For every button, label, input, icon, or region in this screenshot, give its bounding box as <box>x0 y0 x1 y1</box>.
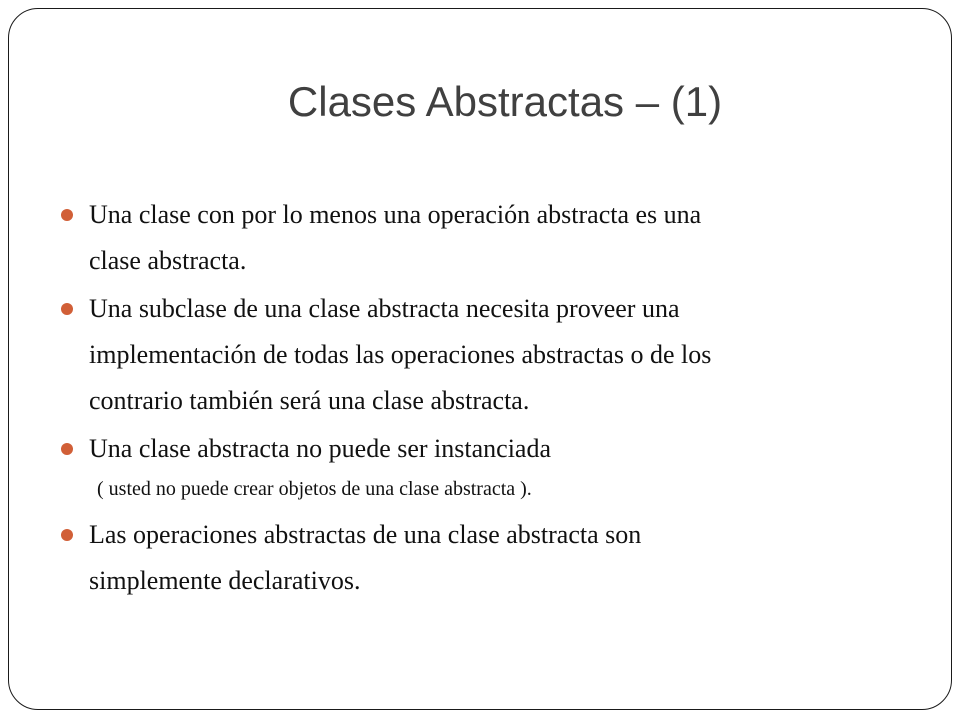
bullet-text-line: Una clase con por lo menos una operación abstracta es una <box>89 200 702 229</box>
bullet-text-line: Una clase abstracta no puede ser instanciada <box>89 434 552 463</box>
bullet-item <box>60 512 900 604</box>
bullet-text-line: implementación de todas las operaciones abstractas o de los <box>89 340 712 369</box>
bullet-item <box>60 192 900 284</box>
bullet-text-line: Una subclase de una clase abstracta necesita proveer una <box>89 294 680 323</box>
bullet-text-line: Las operaciones abstractas de una clase abstracta son <box>89 520 642 549</box>
bullet-subline: ( usted no puede crear objetos de una clase abstracta ). <box>97 478 532 500</box>
bullet-text-line: simplemente declarativos. <box>89 566 361 595</box>
bullet-list <box>60 192 900 604</box>
bullet-item <box>60 426 900 504</box>
bullet-item <box>60 286 900 424</box>
bullet-text-line: clase abstracta. <box>89 246 247 275</box>
bullet-dot-icon <box>61 303 73 315</box>
bullet-text-line: contrario también será una clase abstracta. <box>89 386 530 415</box>
bullet-dot-icon <box>61 443 73 455</box>
bullet-dot-icon <box>61 209 73 221</box>
bullet-dot-icon <box>61 529 73 541</box>
slide-title: Clases Abstractas – (1) <box>287 78 723 125</box>
